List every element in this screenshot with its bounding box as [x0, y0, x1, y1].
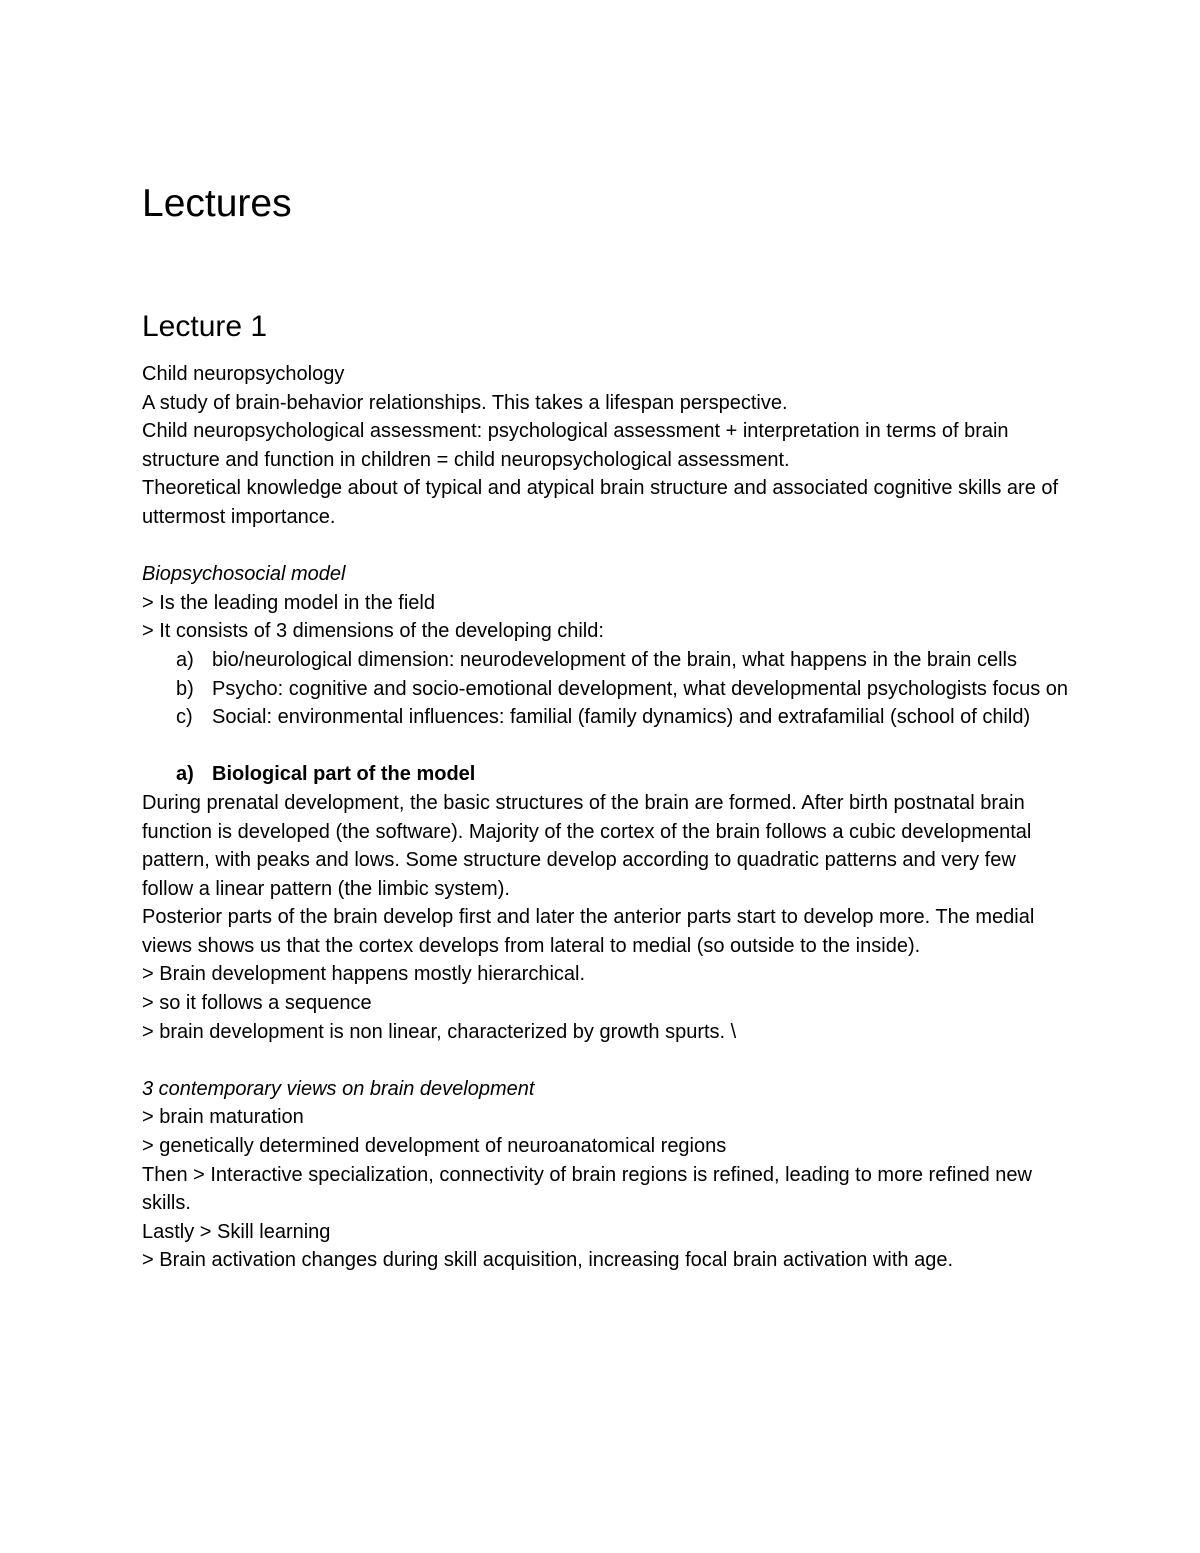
intro-line: Theoretical knowledge about of typical and atypical brain structure and associated cognitive skills are of uttermost importance. [142, 477, 1059, 528]
lecture-heading: Lecture 1 [142, 310, 268, 343]
spacer [142, 532, 1072, 561]
biological-paragraph: Posterior parts of the brain develop first and later the anterior parts start to develop more. The medial views shows us that the cortex develops from lateral to medial (so outside to the inside). [142, 906, 1035, 957]
document-body [142, 360, 1072, 1275]
intro-line: A study of brain-behavior relationships. This takes a lifespan perspective. [142, 391, 788, 414]
list-item-text: Psycho: cognitive and socio-emotional development, what developmental psychologists focus on [212, 677, 1069, 700]
list-marker: c) [176, 706, 193, 729]
contemporary-line: > Brain activation changes during skill acquisition, increasing focal brain activation with age. [142, 1249, 954, 1272]
biological-line: > brain development is non linear, characterized by growth spurts. \ [142, 1020, 737, 1043]
biological-line: > so it follows a sequence [142, 992, 372, 1015]
biopsychosocial-line: > Is the leading model in the field [142, 591, 435, 614]
document-title: Lectures [142, 182, 292, 225]
spacer [142, 1046, 1072, 1075]
list-item-text: bio/neurological dimension: neurodevelopment of the brain, what happens in the brain cells [212, 648, 1017, 671]
contemporary-line: Lastly > Skill learning [142, 1220, 331, 1243]
contemporary-line: Then > Interactive specialization, connectivity of brain regions is refined, leading to more refined new skills. [142, 1163, 1032, 1215]
biological-heading [142, 760, 1072, 789]
contemporary-heading: 3 contemporary views on brain development [142, 1077, 535, 1100]
list-item-text: Social: environmental influences: familial (family dynamics) and extrafamilial (school of child) [212, 706, 1031, 729]
contemporary-line: > brain maturation [142, 1106, 304, 1129]
biopsychosocial-heading: Biopsychosocial model [142, 563, 346, 586]
biopsychosocial-line: > It consists of 3 dimensions of the developing child: [142, 620, 604, 643]
spacer [142, 732, 1072, 761]
list-marker: a) [176, 648, 194, 671]
biological-paragraph: During prenatal development, the basic structures of the brain are formed. After birth postnatal brain function is developed (the software). Majority of the cortex of the brain follows a cubic developmental pattern, with peaks and lows. Some structure develop according to quadratic patterns and very few follow a linear pattern (the limbic system). [142, 791, 1032, 900]
contemporary-line: > genetically determined development of neuroanatomical regions [142, 1135, 727, 1158]
list-item [142, 675, 1072, 704]
list-marker: a) [176, 763, 194, 786]
intro-line: Child neuropsychology [142, 363, 345, 385]
biological-line: > Brain development happens mostly hierarchical. [142, 963, 586, 986]
list-marker: b) [176, 677, 194, 700]
list-item [142, 703, 1072, 732]
biological-heading-text: Biological part of the model [212, 763, 476, 786]
list-item [142, 646, 1072, 675]
intro-line: Child neuropsychological assessment: psychological assessment + interpretation in terms of brain structure and function in children = child neuropsychological assessment. [142, 420, 1009, 471]
